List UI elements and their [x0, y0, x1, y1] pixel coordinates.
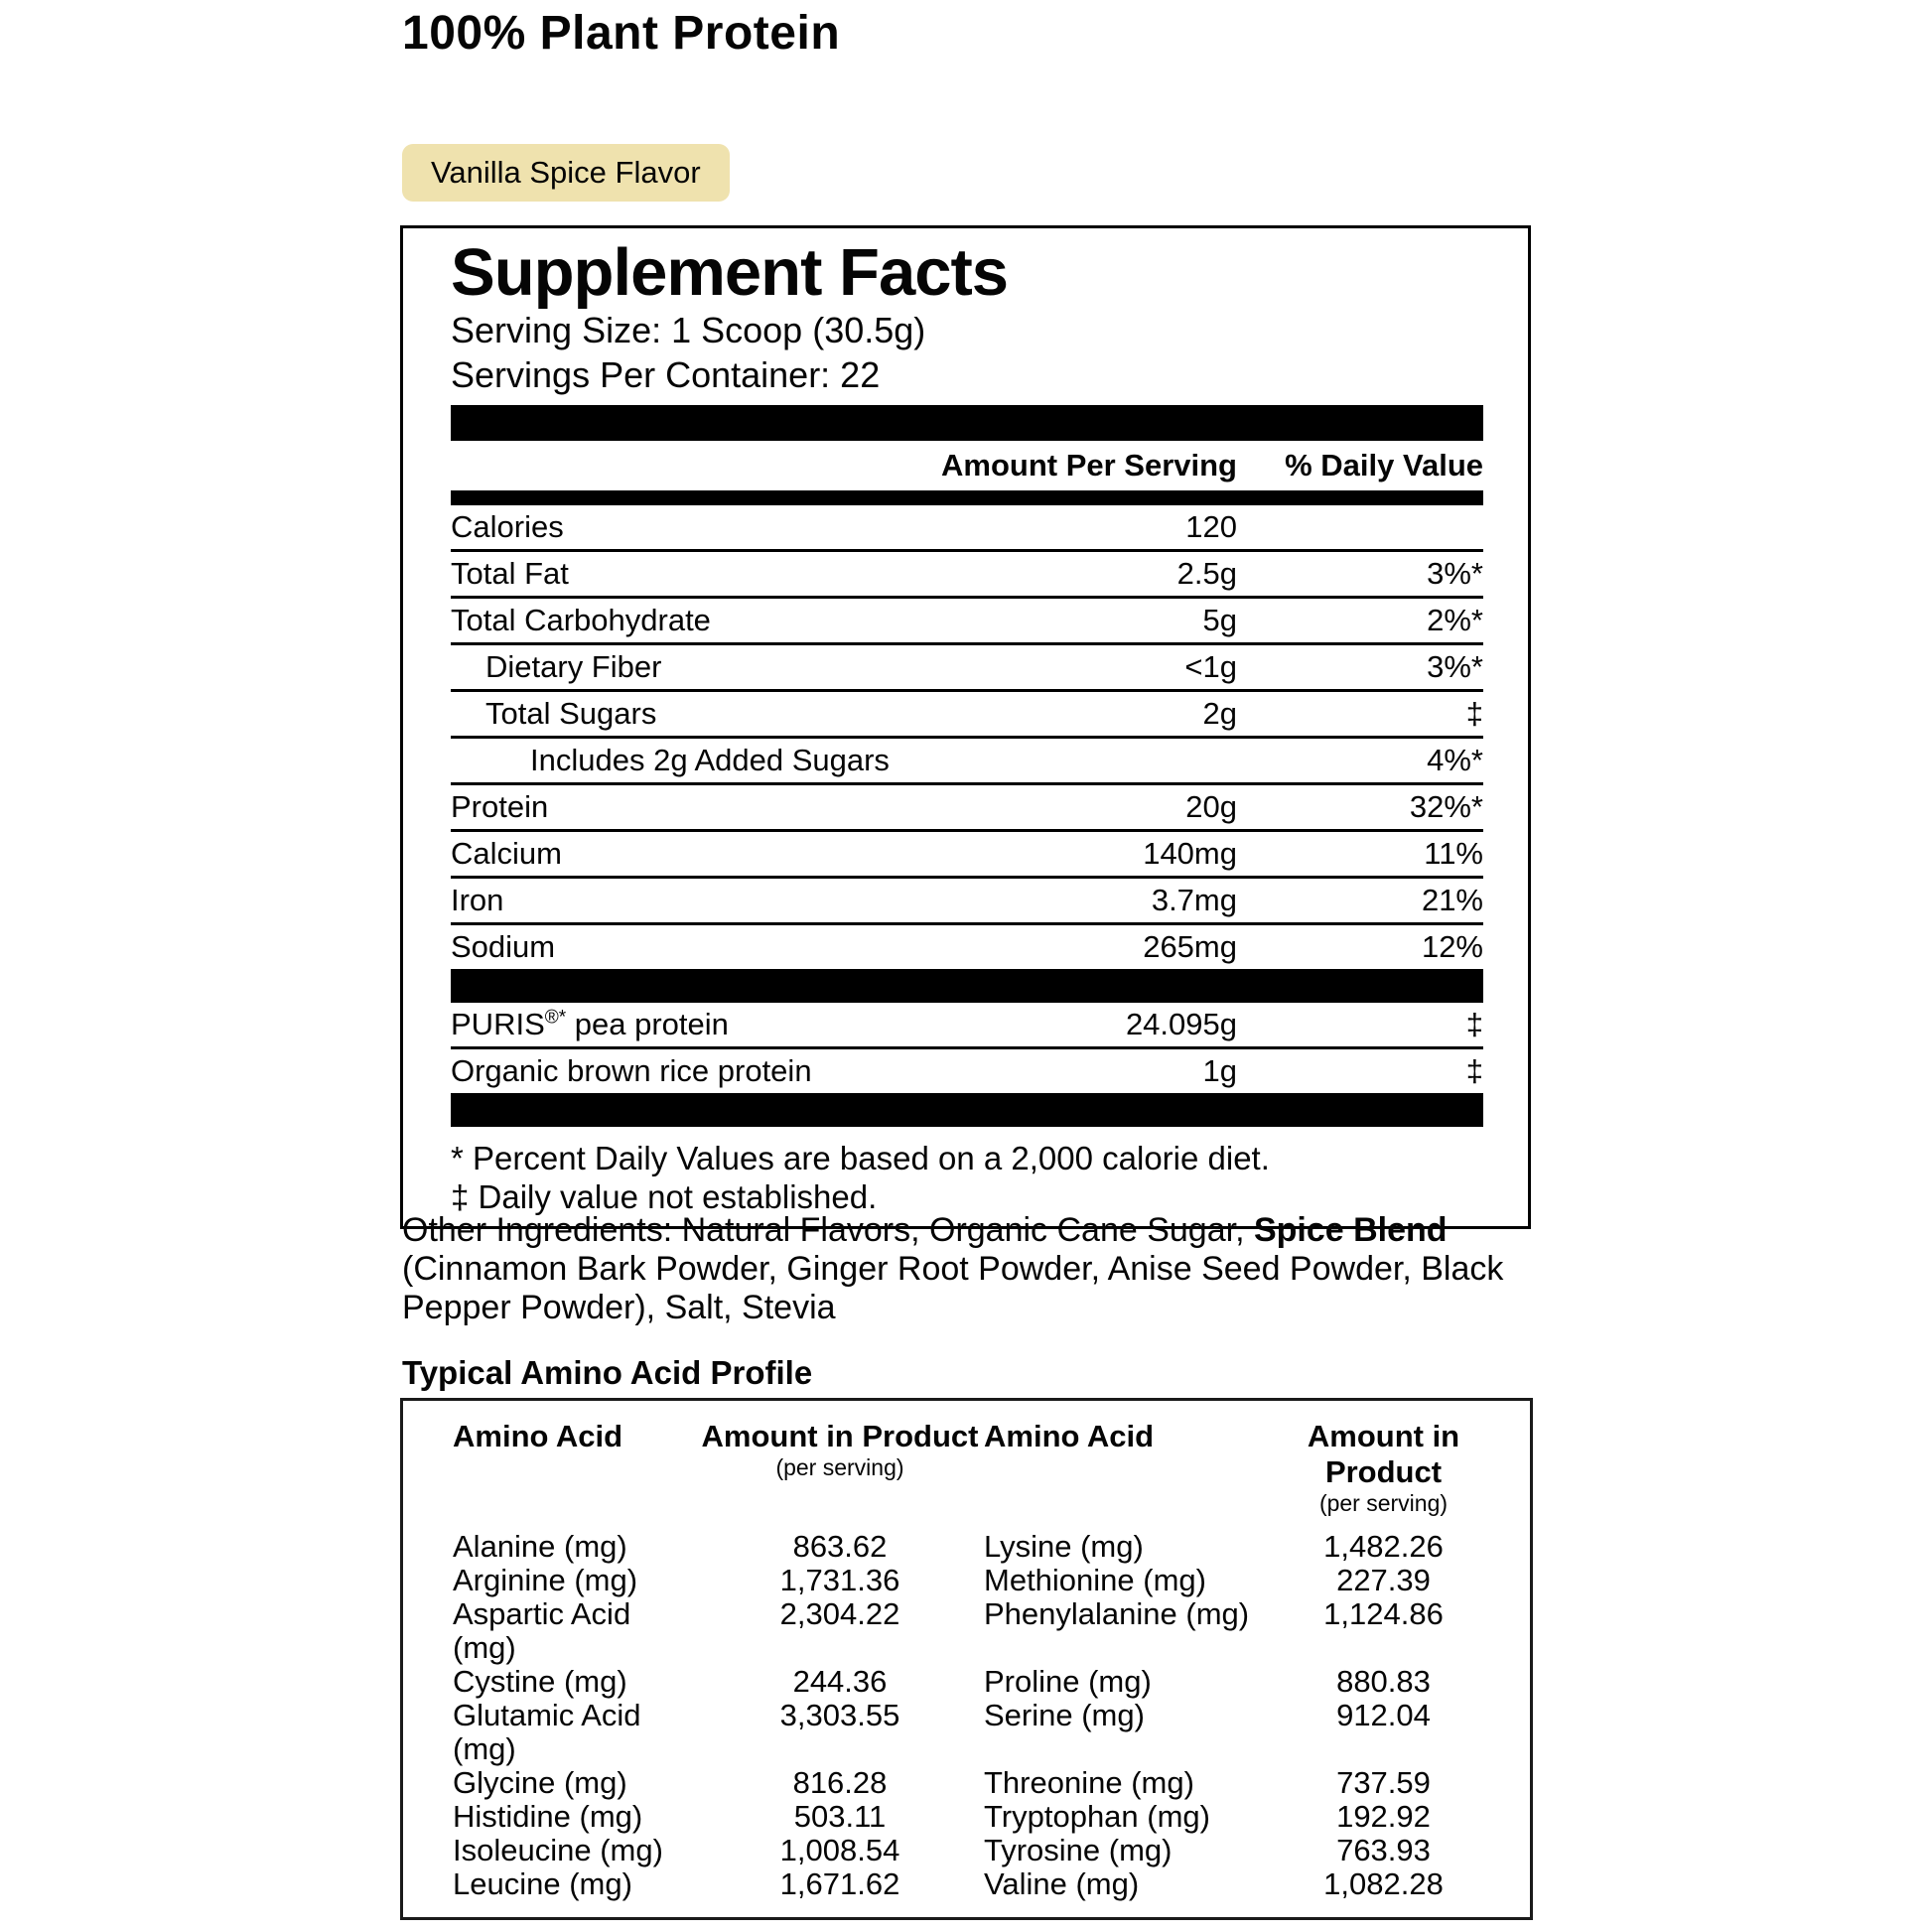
divider-bar-bottom — [451, 1093, 1483, 1127]
nutrient-dv: 4%* — [1427, 742, 1483, 777]
product-title: 100% Plant Protein — [402, 7, 841, 60]
per-serving-subtext: (per serving) — [775, 1454, 904, 1480]
nutrient-row-sodium — [451, 922, 1483, 969]
nutrient-row-total-carbohydrate — [451, 596, 1483, 642]
nutrient-amount: <1g — [1184, 648, 1237, 684]
daily-value-header: % Daily Value — [1285, 447, 1483, 483]
facts-column-headers — [451, 441, 1483, 490]
amino-value: 227.39 — [1336, 1563, 1431, 1597]
nutrient-amount: 3.7mg — [1151, 882, 1237, 917]
nutrient-dv: 2%* — [1427, 602, 1483, 637]
amount-header-right — [1257, 1419, 1510, 1516]
spice-blend-label: Spice Blend — [1253, 1211, 1448, 1249]
nutrient-amount: 120 — [1185, 508, 1237, 544]
nutrient-label: Calcium — [451, 835, 562, 871]
amino-value: 737.59 — [1336, 1765, 1431, 1800]
nutrient-dv: 11% — [1424, 835, 1483, 871]
amino-value: 503.11 — [793, 1799, 887, 1834]
other-ingredients-text: Other Ingredients: Natural Flavors, Organic Cane Sugar, — [402, 1211, 1254, 1249]
nutrient-amount: 5g — [1202, 602, 1237, 637]
nutrient-dv: 32%* — [1409, 788, 1483, 824]
footnote-daily-values: * Percent Daily Values are based on a 2,000 calorie diet. — [451, 1139, 1270, 1176]
amino-value: 1,731.36 — [779, 1563, 900, 1597]
nutrient-row-rice-protein — [451, 1046, 1483, 1093]
amino-value: 1,082.28 — [1323, 1866, 1444, 1901]
flavor-badge-label: Vanilla Spice Flavor — [431, 155, 701, 190]
amount-header-text: Amount in Product — [1307, 1419, 1460, 1489]
amino-name: Serine (mg) — [984, 1698, 1145, 1732]
nutrient-label: Protein — [451, 788, 549, 824]
amino-row — [453, 1597, 1510, 1665]
amino-acid-header-left: Amino Acid — [453, 1419, 623, 1453]
nutrient-row-calories — [451, 505, 1483, 549]
amino-name: Alanine (mg) — [453, 1529, 627, 1564]
ingredient-name-rest: pea protein — [566, 1006, 729, 1041]
amino-row — [453, 1665, 1510, 1699]
amino-table-headers — [453, 1419, 1510, 1516]
nutrient-label: Dietary Fiber — [485, 648, 662, 684]
amino-value: 1,671.62 — [779, 1866, 900, 1901]
amino-row — [453, 1564, 1510, 1597]
supplement-facts-title: Supplement Facts — [451, 235, 1009, 310]
nutrient-label: Organic brown rice protein — [451, 1052, 812, 1088]
nutrient-dv: ‡ — [1465, 1052, 1483, 1088]
nutrient-amount: 24.095g — [1125, 1006, 1237, 1041]
amino-value: 1,124.86 — [1323, 1596, 1444, 1631]
divider-bar-header — [451, 490, 1483, 505]
amino-name: Arginine (mg) — [453, 1563, 638, 1597]
amount-per-serving-header: Amount Per Serving — [941, 447, 1237, 483]
amino-row — [453, 1530, 1510, 1564]
amino-value: 880.83 — [1336, 1664, 1431, 1699]
amino-name: Tyrosine (mg) — [984, 1833, 1173, 1867]
other-ingredients — [402, 1211, 1554, 1327]
nutrient-dv: 12% — [1421, 928, 1483, 964]
amino-rows — [453, 1530, 1510, 1901]
amino-row — [453, 1766, 1510, 1800]
amino-name: Threonine (mg) — [984, 1765, 1194, 1800]
amino-profile-heading: Typical Amino Acid Profile — [402, 1354, 813, 1391]
amino-name: Proline (mg) — [984, 1664, 1152, 1699]
nutrient-amount: 265mg — [1143, 928, 1237, 964]
divider-bar-mid — [451, 969, 1483, 1003]
nutrient-label: Total Fat — [451, 555, 569, 591]
footnotes — [451, 1139, 1483, 1216]
supplement-facts-panel — [400, 225, 1531, 1229]
other-ingredients-text-rest: (Cinnamon Bark Powder, Ginger Root Powder, Anise Seed Powder, Black Pepper Powder), Salt, Stevia — [402, 1250, 1504, 1326]
nutrient-row-pea-protein — [451, 1003, 1483, 1046]
servings-per-container: Servings Per Container: 22 — [451, 353, 881, 395]
nutrient-dv: 3%* — [1427, 648, 1483, 684]
per-serving-subtext: (per serving) — [1318, 1490, 1449, 1516]
nutrient-amount: 1g — [1202, 1052, 1237, 1088]
nutrient-label: Total Carbohydrate — [451, 602, 711, 637]
nutrient-amount: 140mg — [1143, 835, 1237, 871]
nutrient-row-total-fat — [451, 549, 1483, 596]
flavor-badge — [402, 144, 730, 202]
amino-name: Lysine (mg) — [984, 1529, 1144, 1564]
amino-acid-header-right: Amino Acid — [984, 1419, 1155, 1453]
amino-name: Tryptophan (mg) — [984, 1799, 1210, 1834]
amino-name: Glycine (mg) — [453, 1765, 627, 1800]
nutrient-amount: 2.5g — [1176, 555, 1237, 591]
nutrient-row-dietary-fiber — [451, 642, 1483, 689]
nutrient-dv: ‡ — [1465, 695, 1483, 731]
amino-value: 1,482.26 — [1323, 1529, 1444, 1564]
amino-name: Glutamic Acid (mg) — [453, 1698, 641, 1766]
amino-value: 244.36 — [792, 1664, 888, 1699]
amino-name: Leucine (mg) — [453, 1866, 632, 1901]
nutrient-row-total-sugars — [451, 689, 1483, 736]
amino-value: 2,304.22 — [779, 1596, 900, 1631]
amount-header-left — [696, 1419, 984, 1480]
amino-name: Aspartic Acid (mg) — [453, 1596, 631, 1665]
amino-name: Methionine (mg) — [984, 1563, 1206, 1597]
nutrient-dv: 21% — [1421, 882, 1483, 917]
serving-size: Serving Size: 1 Scoop (30.5g) — [451, 309, 926, 350]
nutrient-row-calcium — [451, 829, 1483, 876]
amino-name: Isoleucine (mg) — [453, 1833, 663, 1867]
amino-row — [453, 1800, 1510, 1834]
nutrient-row-iron — [451, 876, 1483, 922]
amino-value: 863.62 — [792, 1529, 888, 1564]
amino-name: Cystine (mg) — [453, 1664, 627, 1699]
nutrient-dv: 3%* — [1427, 555, 1483, 591]
nutrient-label — [451, 1007, 939, 1042]
amino-value: 1,008.54 — [779, 1833, 900, 1867]
footnote-not-established: ‡ Daily value not established. — [451, 1177, 878, 1215]
amino-row — [453, 1867, 1510, 1901]
trademark-symbol: ®* — [544, 1007, 567, 1029]
nutrient-amount: 2g — [1202, 695, 1237, 731]
nutrient-row-added-sugars — [451, 736, 1483, 782]
amino-name: Valine (mg) — [984, 1866, 1140, 1901]
nutrient-label: Sodium — [451, 928, 556, 964]
nutrient-label: Iron — [451, 882, 504, 917]
amino-name: Histidine (mg) — [453, 1799, 643, 1834]
divider-bar-top — [451, 405, 1483, 441]
nutrient-row-protein — [451, 782, 1483, 829]
amino-row — [453, 1834, 1510, 1867]
nutrient-label: Includes 2g Added Sugars — [530, 742, 890, 777]
amino-value: 192.92 — [1336, 1799, 1431, 1834]
amino-value: 763.93 — [1336, 1833, 1431, 1867]
nutrient-label: Calories — [451, 508, 564, 544]
amino-value: 912.04 — [1336, 1698, 1431, 1732]
amino-acid-table — [400, 1398, 1533, 1920]
nutrient-label: Total Sugars — [485, 695, 657, 731]
amino-row — [453, 1699, 1510, 1766]
nutrient-amount: 20g — [1185, 788, 1237, 824]
amino-name: Phenylalanine (mg) — [984, 1596, 1250, 1631]
nutrient-dv: ‡ — [1465, 1006, 1483, 1041]
amino-value: 3,303.55 — [779, 1698, 900, 1732]
ingredient-name: PURIS — [451, 1006, 545, 1041]
amino-value: 816.28 — [792, 1765, 888, 1800]
amount-header-text: Amount in Product — [701, 1419, 979, 1453]
